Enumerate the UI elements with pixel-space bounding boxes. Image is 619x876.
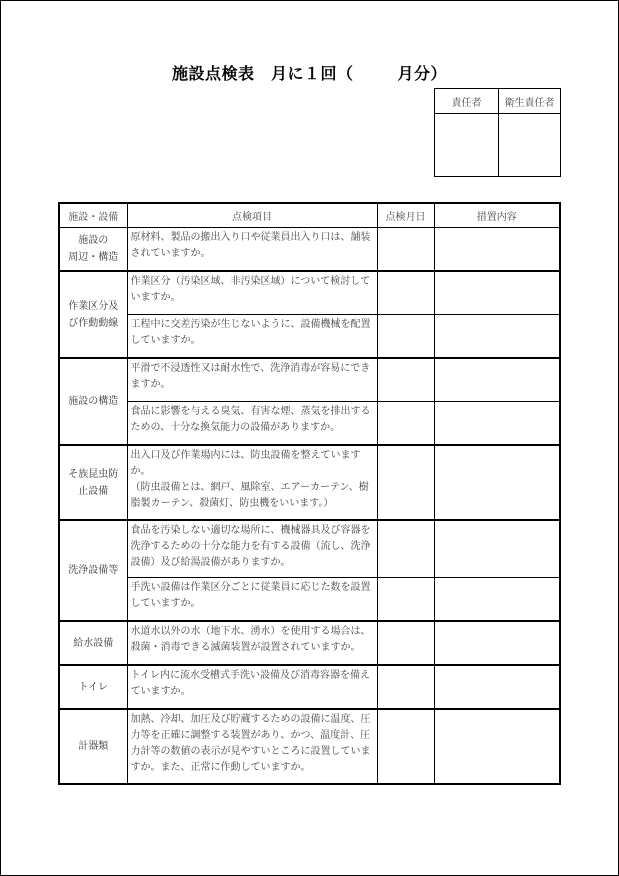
table-row [59, 315, 560, 359]
signature-table [434, 88, 561, 177]
check-item-cell: 食品を汚染しない適切な場所に、機械器具及び容器を洗浄するための十分な能力を有する設備（流し、洗浄設備）及び給湯設備がありますか。 [127, 520, 377, 578]
table-row [59, 578, 560, 622]
action-cell[interactable] [434, 445, 560, 520]
check-date-cell[interactable] [377, 228, 434, 272]
facility-cell: 作業区分及 び作動動線 [59, 271, 127, 358]
check-date-cell[interactable] [377, 402, 434, 446]
table-row [59, 228, 560, 272]
check-date-cell[interactable] [377, 271, 434, 315]
check-item-cell: 手洗い設備は作業区分ごとに従業員に応じた数を設置していますか。 [127, 578, 377, 622]
table-row [59, 271, 560, 315]
check-date-cell[interactable] [377, 315, 434, 359]
page-title [0, 61, 619, 84]
header-check-item: 点検項目 [127, 203, 377, 228]
action-cell[interactable] [434, 709, 560, 784]
title-month: 月分） [397, 64, 448, 83]
header-check-date: 点検月日 [377, 203, 434, 228]
action-cell[interactable] [434, 520, 560, 578]
table-row [59, 402, 560, 446]
action-cell[interactable] [434, 402, 560, 446]
hygiene-responsible-label: 衛生責任者 [499, 89, 561, 114]
check-date-cell[interactable] [377, 709, 434, 784]
check-item-cell: 出入口及び作業場内には、防虫設備を整えていますか。 （防虫設備とは、網戸、風除室、エアーカーテン、樹脂製カーテン、殺菌灯、防虫機をいいます。） [127, 445, 377, 520]
table-row [59, 520, 560, 578]
action-cell[interactable] [434, 665, 560, 709]
facility-cell: 洗浄設備等 [59, 520, 127, 621]
check-item-cell: 原材料、製品の搬出入り口や従業員出入り口は、舗装されていますか。 [127, 228, 377, 272]
check-item-cell: 作業区分（汚染区域、非汚染区域）について検討していますか。 [127, 271, 377, 315]
facility-cell: トイレ [59, 665, 127, 709]
check-date-cell[interactable] [377, 520, 434, 578]
facility-cell: 給水設備 [59, 621, 127, 665]
check-item-cell: トイレ内に流水受槽式手洗い設備及び消毒容器を備えていますか。 [127, 665, 377, 709]
check-date-cell[interactable] [377, 445, 434, 520]
check-item-cell: 工程中に交差汚染が生じないように、設備機械を配置していますか。 [127, 315, 377, 359]
title-main: 施設点検表 月に１回（ [171, 64, 354, 83]
action-cell[interactable] [434, 315, 560, 359]
facility-cell: 施設の 周辺・構造 [59, 228, 127, 272]
action-cell[interactable] [434, 228, 560, 272]
check-date-cell[interactable] [377, 578, 434, 622]
check-item-cell: 食品に影響を与える臭気、有害な煙、蒸気を排出するための、十分な換気能力の設備がありますか。 [127, 402, 377, 446]
table-row [59, 445, 560, 520]
action-cell[interactable] [434, 578, 560, 622]
facility-cell: そ族昆虫防 止設備 [59, 445, 127, 520]
inspection-table [58, 202, 561, 785]
check-item-cell: 加熱、冷却、加圧及び貯蔵するための設備に温度、圧力等を正確に調整する装置があり、かつ、温度計、圧力計等の数値の表示が見やすいところに設置していますか。また、正常に作動していますか。 [127, 709, 377, 784]
header-facility: 施設・設備 [59, 203, 127, 228]
facility-cell: 計器類 [59, 709, 127, 784]
facility-cell: 施設の構造 [59, 358, 127, 445]
check-date-cell[interactable] [377, 358, 434, 402]
header-action: 措置内容 [434, 203, 560, 228]
table-row [59, 358, 560, 402]
check-date-cell[interactable] [377, 665, 434, 709]
table-row [59, 665, 560, 709]
action-cell[interactable] [434, 358, 560, 402]
table-row [59, 709, 560, 784]
responsible-label: 責任者 [435, 89, 499, 114]
table-row [59, 621, 560, 665]
check-item-cell: 水道水以外の水（地下水、湧水）を使用する場合は、殺菌・消毒できる滅菌装置が設置されていますか。 [127, 621, 377, 665]
action-cell[interactable] [434, 271, 560, 315]
check-date-cell[interactable] [377, 621, 434, 665]
hygiene-responsible-stamp-box[interactable] [499, 114, 561, 177]
action-cell[interactable] [434, 621, 560, 665]
responsible-stamp-box[interactable] [435, 114, 499, 177]
check-item-cell: 平滑で不浸透性又は耐水性で、洗浄消毒が容易にできますか。 [127, 358, 377, 402]
